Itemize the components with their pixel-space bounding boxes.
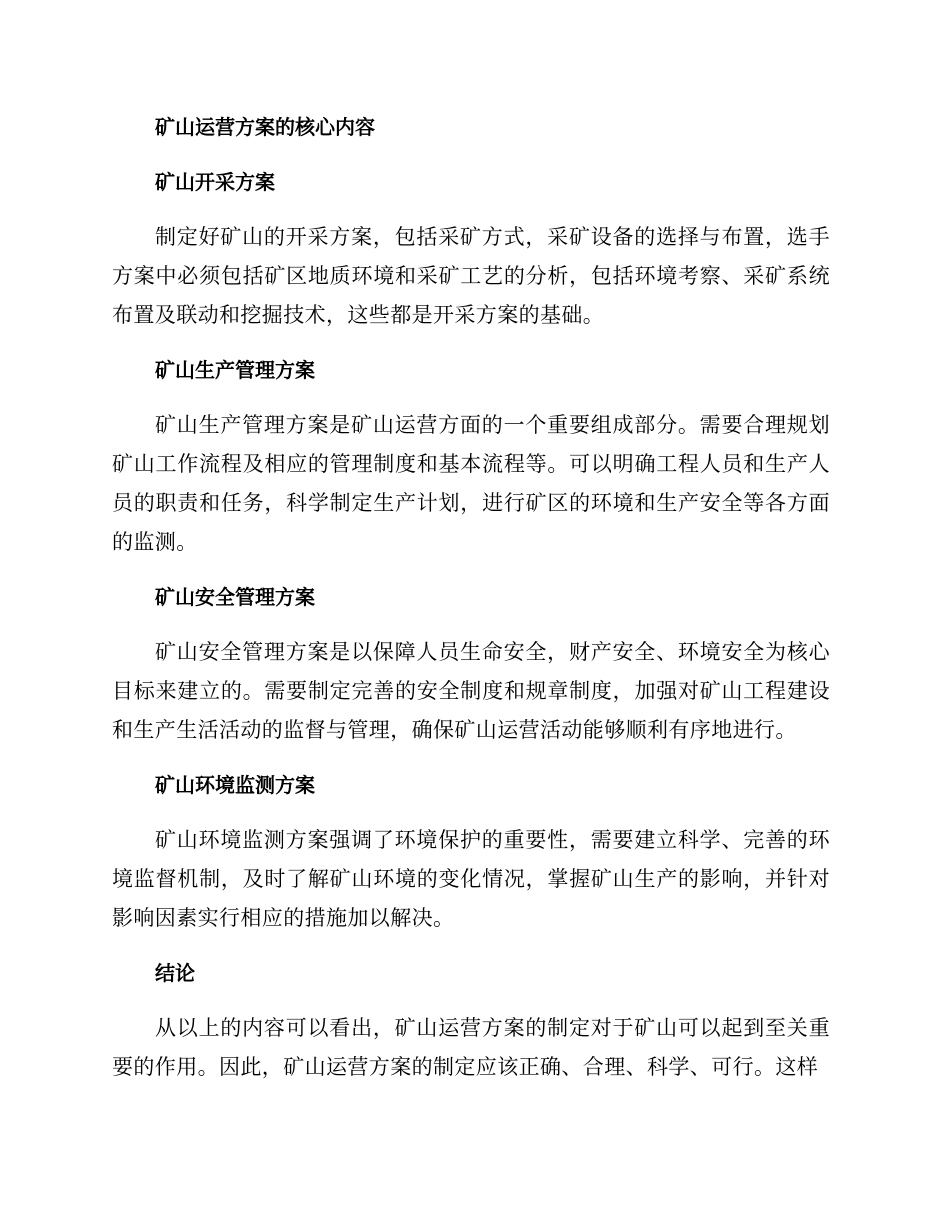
document-page xyxy=(112,108,830,1103)
section-heading-production-management: 矿山生产管理方案 xyxy=(155,358,315,382)
section-body-mining-plan: 制定好矿山的开采方案，包括采矿方式，采矿设备的选择与布置，选手方案中必须包括矿区地质环境和采矿工艺的分析，包括环境考察、采矿系统布置及联动和挖掘技术，这些都是开采方案的基础。 xyxy=(112,225,830,327)
section-heading-environment-monitoring: 矿山环境监测方案 xyxy=(155,773,315,797)
section-heading-safety-management: 矿山安全管理方案 xyxy=(155,585,315,609)
section-heading-mining-plan: 矿山开采方案 xyxy=(155,170,275,194)
section-body-conclusion: 从以上的内容可以看出，矿山运营方案的制定对于矿山可以起到至关重要的作用。因此，矿山运营方案的制定应该正确、合理、科学、可行。这样 xyxy=(112,1016,830,1079)
section-body-production-management: 矿山生产管理方案是矿山运营方面的一个重要组成部分。需要合理规划矿山工作流程及相应的管理制度和基本流程等。可以明确工程人员和生产人员的职责和任务，科学制定生产计划，进行矿区的环境和生产安全等各方面的监测。 xyxy=(112,413,830,554)
section-body-environment-monitoring: 矿山环境监测方案强调了环境保护的重要性，需要建立科学、完善的环境监督机制，及时了解矿山环境的变化情况，掌握矿山生产的影响，并针对影响因素实行相应的措施加以解决。 xyxy=(112,828,830,930)
section-heading-conclusion: 结论 xyxy=(155,961,195,985)
section-body-safety-management: 矿山安全管理方案是以保障人员生命安全，财产安全、环境安全为核心目标来建立的。需要制定完善的安全制度和规章制度，加强对矿山工程建设和生产生活活动的监督与管理，确保矿山运营活动能够顺利有序地进行。 xyxy=(112,640,830,742)
document-title: 矿山运营方案的核心内容 xyxy=(155,115,375,139)
